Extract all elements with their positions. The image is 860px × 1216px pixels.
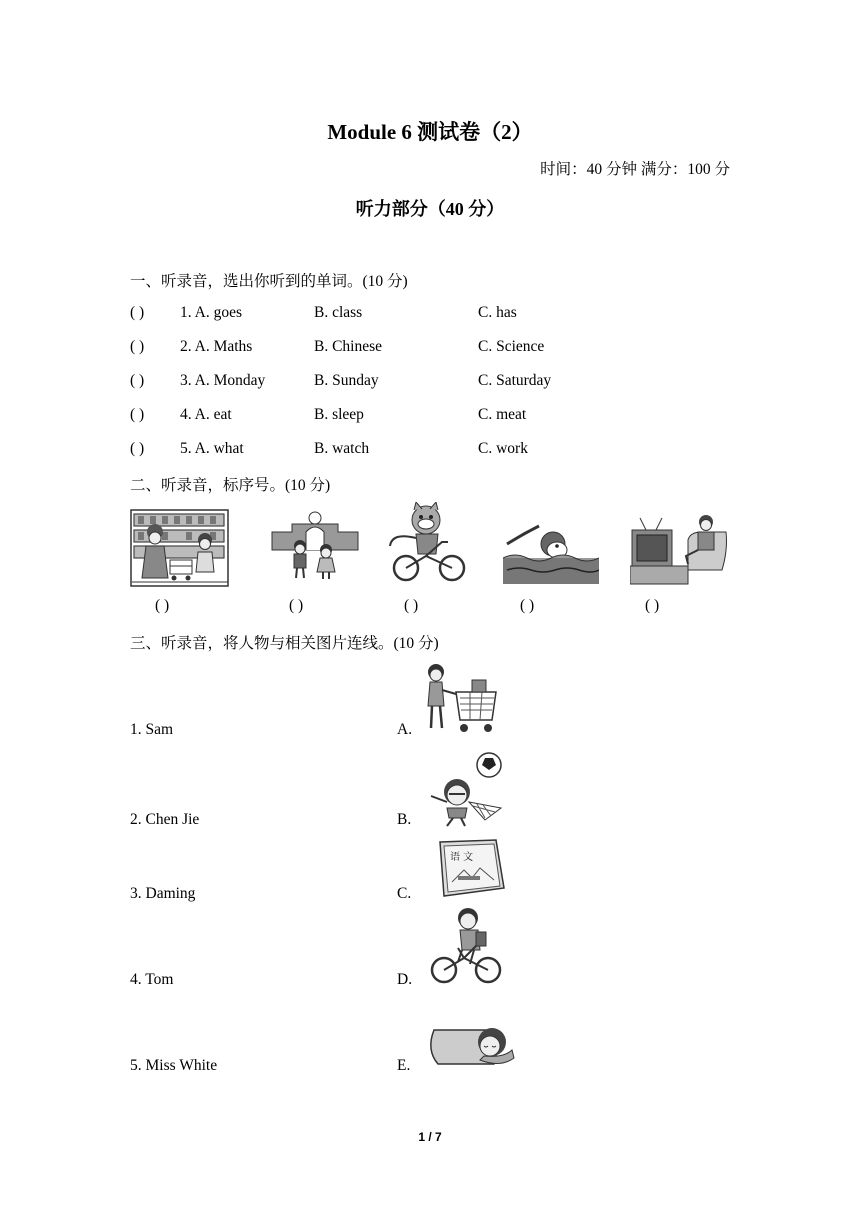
shopping-cart-picture	[420, 662, 500, 736]
football-picture	[425, 752, 505, 828]
option-a: 4. A. eat	[180, 406, 232, 423]
chinese-book-picture	[436, 838, 506, 898]
page-number: 1 / 7	[418, 1130, 442, 1144]
option-letter: A.	[397, 721, 413, 738]
picture-answer-blank[interactable]: ( )	[404, 597, 419, 614]
option-b: B. class	[314, 304, 363, 321]
person-name: 2. Chen Jie	[130, 811, 200, 828]
person-name: 3. Daming	[130, 885, 196, 902]
page-title: Module 6 测试卷（2）	[327, 120, 533, 144]
boy-bike-picture	[428, 906, 504, 986]
exam-meta: 时间：40 分钟 满分：100 分	[540, 161, 730, 178]
picture-answer-blank[interactable]: ( )	[289, 597, 304, 614]
option-b: B. sleep	[314, 406, 364, 423]
book-title: 语 文	[450, 852, 474, 863]
option-b: B. Chinese	[314, 338, 383, 355]
answer-blank[interactable]: ( )	[130, 440, 145, 457]
answer-blank[interactable]: ( )	[130, 372, 145, 389]
section1-heading: 一、听录音，选出你听到的单词。(10 分)	[130, 273, 408, 290]
option-a: 3. A. Monday	[180, 372, 266, 389]
option-c: C. Saturday	[478, 372, 552, 389]
person-name: 1. Sam	[130, 721, 174, 738]
sleeping-picture	[424, 1020, 516, 1070]
answer-blank[interactable]: ( )	[130, 338, 145, 355]
option-c: C. has	[478, 304, 517, 321]
watching-tv-picture	[630, 510, 730, 586]
supermarket-picture	[130, 508, 230, 588]
option-c: C. meat	[478, 406, 527, 423]
part-heading: 听力部分（40 分）	[355, 199, 505, 219]
option-a: 5. A. what	[180, 440, 244, 457]
picture-answer-blank[interactable]: ( )	[645, 597, 660, 614]
school-gate-picture	[270, 510, 360, 582]
option-a: 2. A. Maths	[180, 338, 253, 355]
person-name: 4. Tom	[130, 971, 174, 988]
option-b: B. Sunday	[314, 372, 379, 389]
option-letter: C.	[397, 885, 412, 902]
option-letter: D.	[397, 971, 413, 988]
picture-answer-blank[interactable]: ( )	[155, 597, 170, 614]
option-c: C. work	[478, 440, 528, 457]
option-letter: E.	[397, 1057, 411, 1074]
option-letter: B.	[397, 811, 412, 828]
section2-heading: 二、听录音，标序号。(10 分)	[130, 477, 331, 494]
option-b: B. watch	[314, 440, 370, 457]
section3-heading: 三、听录音，将人物与相关图片连线。(10 分)	[130, 635, 439, 652]
cat-bike-picture	[382, 502, 470, 586]
option-c: C. Science	[478, 338, 545, 355]
swimming-picture	[503, 514, 599, 586]
person-name: 5. Miss White	[130, 1057, 218, 1074]
answer-blank[interactable]: ( )	[130, 406, 145, 423]
answer-blank[interactable]: ( )	[130, 304, 145, 321]
option-a: 1. A. goes	[180, 304, 242, 321]
picture-answer-blank[interactable]: ( )	[520, 597, 535, 614]
